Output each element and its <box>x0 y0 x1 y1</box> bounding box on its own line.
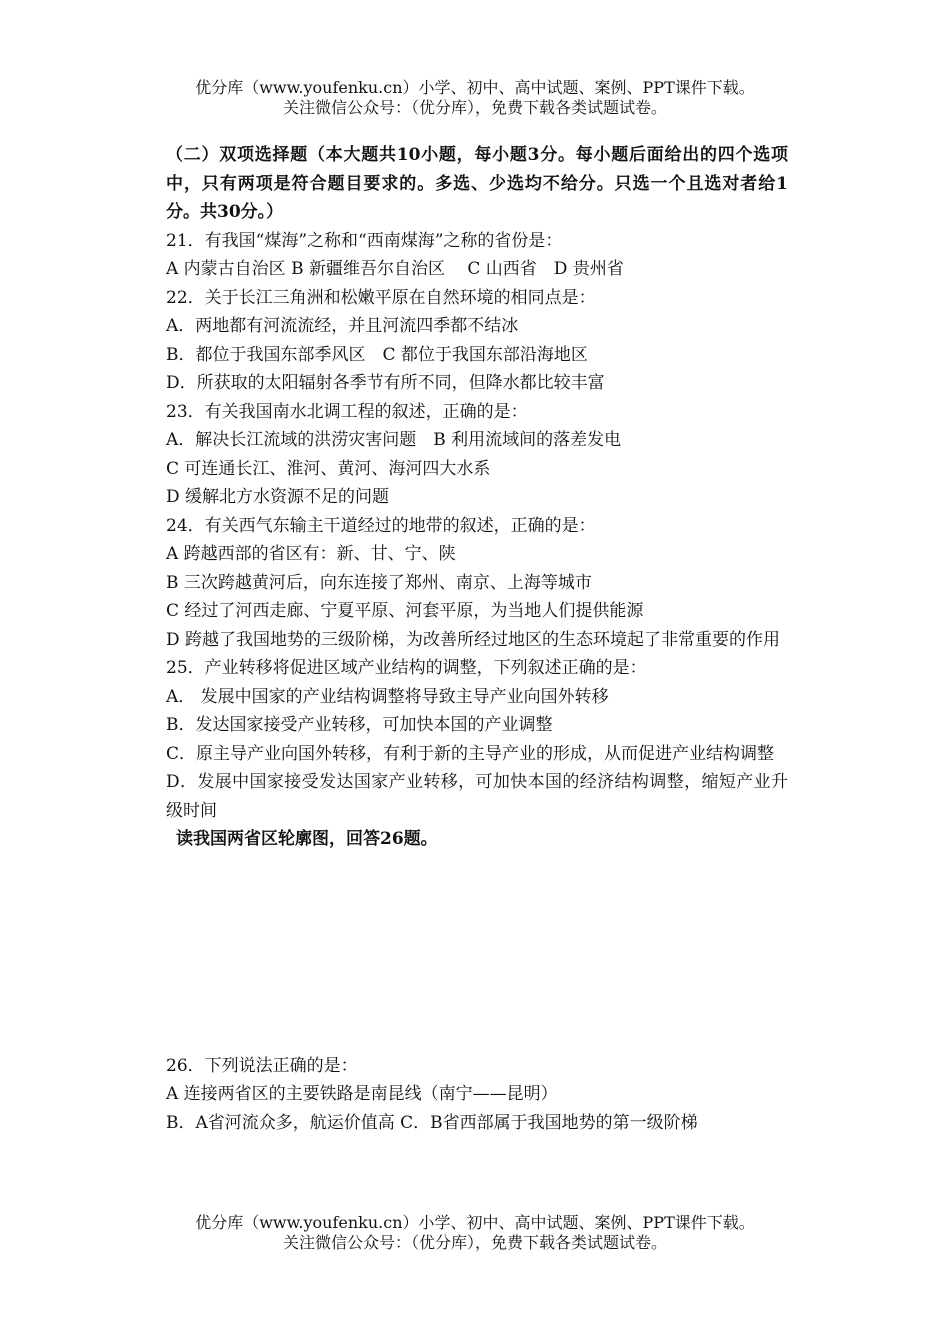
question-21-options: A 内蒙古自治区 B 新疆维吾尔自治区 C 山西省 D 贵州省 <box>166 259 624 279</box>
question-23 <box>166 398 788 512</box>
question-25-stem: 25．产业转移将促进区域产业结构的调整，下列叙述正确的是： <box>166 658 647 678</box>
page-footer <box>0 1213 950 1253</box>
question-25-option-a: A． 发展中国家的产业结构调整将导致主导产业向国外转移 <box>166 686 609 707</box>
question-22-option-d: D．所获取的太阳辐射各季节有所不同，但降水都比较丰富 <box>166 373 605 393</box>
question-24-option-c: C 经过了河西走廊、宁夏平原、河套平原，为当地人们提供能源 <box>166 601 644 621</box>
question-26-option-a: A 连接两省区的主要铁路是南昆线（南宁——昆明） <box>166 1084 558 1104</box>
footer-line-2: 关注微信公众号：（优分库），免费下载各类试题试卷。 <box>282 1233 667 1252</box>
header-line-2: 关注微信公众号：（优分库），免费下载各类试题试卷。 <box>282 98 667 117</box>
question-23-option-ab: A．解决长江流域的洪涝灾害问题 B 利用流域间的落差发电 <box>166 430 622 450</box>
page-header <box>0 78 950 118</box>
question-24 <box>166 512 788 655</box>
question-25-option-c: C．原主导产业向国外转移，有利于新的主导产业的形成，从而促进产业结构调整 <box>166 743 775 764</box>
question-25 <box>166 654 788 825</box>
question-21-stem: 21．有我国“煤海”之称和“西南煤海”之称的省份是： <box>166 230 563 251</box>
question-26 <box>166 1052 788 1138</box>
question-22-option-bc: B．都位于我国东部季风区 C 都位于我国东部沿海地区 <box>166 344 588 365</box>
question-26-stem: 26．下列说法正确的是： <box>166 1055 358 1076</box>
question-24-option-a: A 跨越西部的省区有：新、甘、宁、陕 <box>166 544 456 564</box>
question-22 <box>166 284 788 398</box>
question-24-stem: 24．有关西气东输主干道经过的地带的叙述，正确的是： <box>166 515 596 536</box>
section-title: （二）双项选择题（本大题共10小题，每小题3分。每小题后面给出的四个选项中，只有两项是符合题目要求的。多选、少选均不给分。只选一个且选对者给1分。共30分。） <box>166 145 788 222</box>
question-24-option-d: D 跨越了我国地势的三级阶梯，为改善所经过地区的生态环境起了非常重要的作用 <box>166 629 781 650</box>
question-24-option-b: B 三次跨越黄河后，向东连接了郑州、南京、上海等城市 <box>166 572 592 593</box>
question-25-option-b: B．发达国家接受产业转移，可加快本国的产业调整 <box>166 715 553 735</box>
map-figure-area <box>166 854 788 1052</box>
footer-line-1: 优分库（www.youfenku.cn）小学、初中、高中试题、案例、PPT课件下载。 <box>195 1213 755 1232</box>
question-25-option-d: D．发展中国家接受发达国家产业转移，可加快本国的经济结构调整，缩短产业升级时间 <box>166 772 788 821</box>
question-23-option-c: C 可连通长江、淮河、黄河、海河四大水系 <box>166 458 491 479</box>
question-22-stem: 22．关于长江三角洲和松嫩平原在自然环境的相同点是： <box>166 287 596 308</box>
exam-content <box>166 141 788 1137</box>
question-23-option-d: D 缓解北方水资源不足的问题 <box>166 487 390 507</box>
question-26-option-bc: B．A省河流众多，航运价值高 C．B省西部属于我国地势的第一级阶梯 <box>166 1112 698 1133</box>
header-line-1: 优分库（www.youfenku.cn）小学、初中、高中试题、案例、PPT课件下载。 <box>195 78 755 97</box>
question-21 <box>166 227 788 284</box>
question-23-stem: 23．有关我国南水北调工程的叙述，正确的是： <box>166 401 528 422</box>
map-prompt: 读我国两省区轮廓图，回答26题。 <box>176 829 438 849</box>
question-22-option-a: A．两地都有河流流经，并且河流四季都不结冰 <box>166 316 519 336</box>
